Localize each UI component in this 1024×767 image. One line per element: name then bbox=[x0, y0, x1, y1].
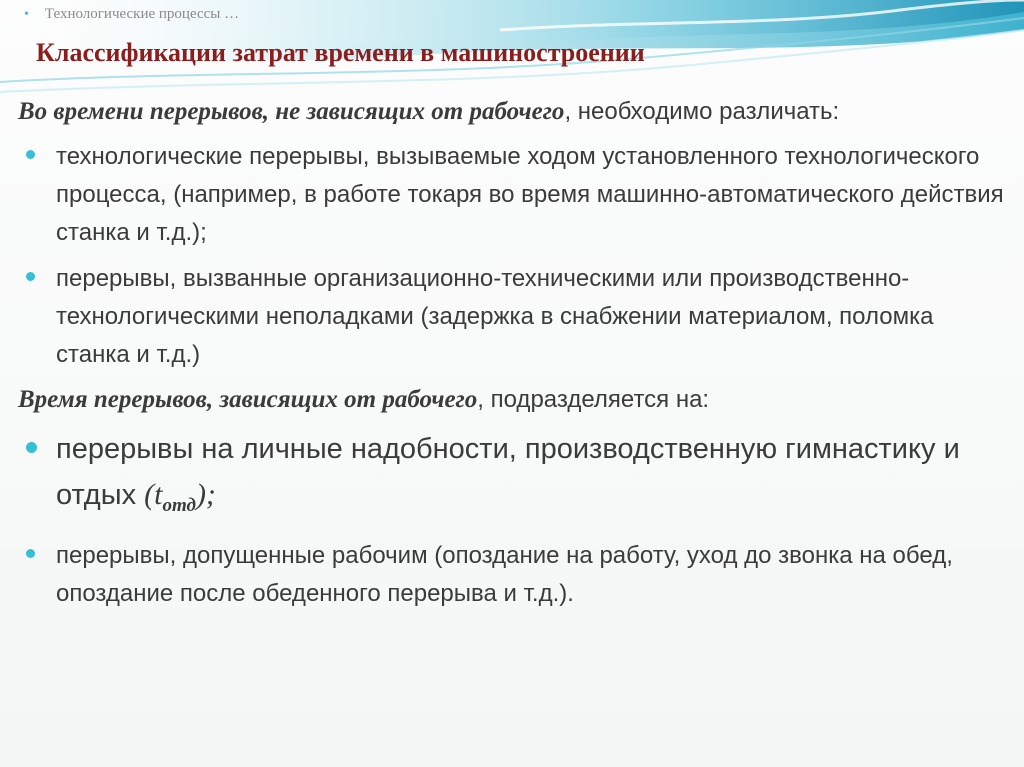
list-item-text: перерывы, вызванные организационно-техническими или производственно-технологическими неполадками (задержка в снабжении материалом, поломка станка и т.д.) bbox=[56, 265, 934, 368]
paragraph-text: , подразделяется на: bbox=[477, 386, 710, 413]
breadcrumb bbox=[24, 6, 239, 23]
slide-title: Классификации затрат времени в машиностроении bbox=[36, 38, 645, 67]
bullet-dot-icon bbox=[26, 549, 35, 558]
bullet-dot-icon bbox=[26, 150, 35, 159]
list-item-worker-caused-breaks bbox=[18, 537, 1008, 613]
list-item-text: перерывы на личные надобности, производственную гимнастику и отдых bbox=[56, 433, 960, 511]
list-item-personal-needs-breaks bbox=[18, 426, 1008, 529]
list-item-text: технологические перерывы, вызываемые ходом установленного технологического процесса, (например, в работе токаря во время машинно-автоматического действия станка и т.д.); bbox=[56, 143, 1004, 246]
paragraph-independent-breaks bbox=[18, 94, 1008, 130]
paragraph-emphasis: Во времени перерывов, не зависящих от рабочего bbox=[18, 98, 565, 125]
list-item-technological-breaks bbox=[18, 138, 1008, 252]
slide-body bbox=[18, 94, 1008, 613]
paragraph-text: , необходимо различать: bbox=[564, 98, 840, 125]
bullet-dot-icon bbox=[26, 442, 37, 453]
breadcrumb-bullet-icon: • bbox=[24, 7, 29, 22]
list-item-text: перерывы, допущенные рабочим (опоздание на работу, уход до звонка на обед, опоздание после обеденного перерыва и т.д.). bbox=[56, 542, 953, 607]
paragraph-dependent-breaks bbox=[18, 382, 1008, 418]
rest-time-formula: $(t_{отд})$; bbox=[144, 478, 216, 516]
list-item-organizational-breaks bbox=[18, 260, 1008, 374]
bullet-dot-icon bbox=[26, 272, 35, 281]
breadcrumb-text: Технологические процессы … bbox=[44, 6, 240, 22]
paragraph-emphasis: Время перерывов, зависящих от рабочего bbox=[18, 386, 478, 413]
